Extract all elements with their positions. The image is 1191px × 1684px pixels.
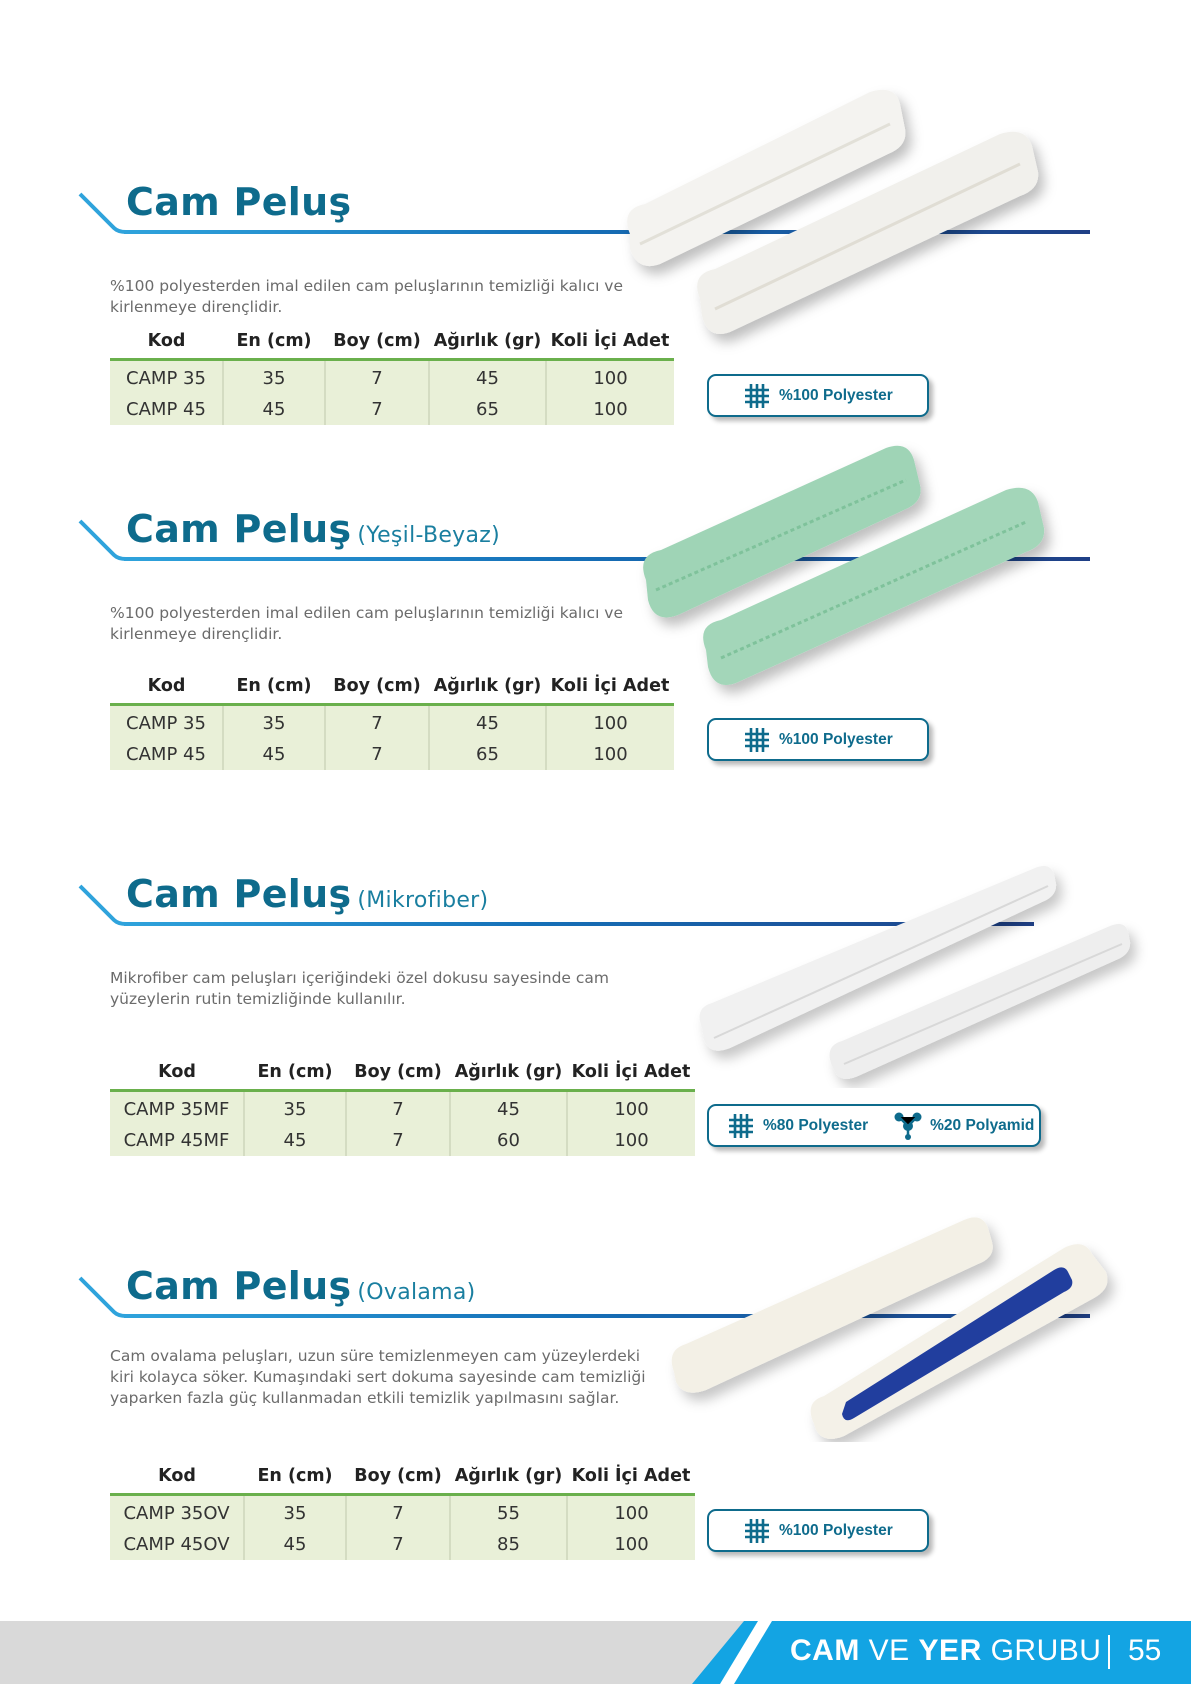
cell-agirlik: 45 bbox=[450, 1091, 567, 1126]
spec-table bbox=[110, 1461, 695, 1560]
section-description: %100 polyesterden imal edilen cam peluşlarının temizliği kalıcı ve kirlenmeye dirençlidir. bbox=[110, 604, 624, 643]
footer-category-label bbox=[790, 1634, 1101, 1668]
cell-agirlik: 45 bbox=[429, 705, 546, 740]
cell-boy: 7 bbox=[325, 739, 429, 770]
spec-table bbox=[110, 1057, 695, 1156]
cell-en: 45 bbox=[244, 1125, 346, 1156]
cell-en: 35 bbox=[244, 1495, 346, 1530]
table-row bbox=[110, 394, 674, 425]
footer-ve: VE bbox=[868, 1634, 910, 1667]
product-image-scrubber-pad bbox=[664, 1212, 1134, 1442]
cell-en: 35 bbox=[223, 360, 325, 395]
cell-kod: CAMP 35OV bbox=[110, 1495, 244, 1530]
cell-en: 45 bbox=[244, 1529, 346, 1560]
col-header-koli: Koli İçi Adet bbox=[546, 326, 674, 360]
cell-boy: 7 bbox=[346, 1091, 450, 1126]
page-footer bbox=[0, 1621, 1191, 1684]
cell-koli: 100 bbox=[546, 360, 674, 395]
cell-en: 35 bbox=[244, 1091, 346, 1126]
cell-koli: 100 bbox=[546, 705, 674, 740]
cell-kod: CAMP 35 bbox=[110, 360, 223, 395]
cell-koli: 100 bbox=[567, 1091, 695, 1126]
cell-kod: CAMP 45 bbox=[110, 394, 223, 425]
badge-item bbox=[743, 726, 893, 754]
title-text: Cam Peluş bbox=[126, 1264, 352, 1308]
col-header-boy: Boy (cm) bbox=[325, 671, 429, 705]
cell-boy: 7 bbox=[325, 360, 429, 395]
col-header-en: En (cm) bbox=[223, 326, 325, 360]
table-row bbox=[110, 1125, 695, 1156]
badge-item bbox=[727, 1112, 868, 1140]
title-subtitle: (Ovalama) bbox=[357, 1280, 476, 1305]
cell-kod: CAMP 45 bbox=[110, 739, 223, 770]
col-header-koli: Koli İçi Adet bbox=[567, 1461, 695, 1495]
product-image-microfiber-pad bbox=[690, 858, 1150, 1088]
section-title bbox=[126, 872, 488, 916]
page-number: 55 bbox=[1128, 1634, 1162, 1667]
cell-boy: 7 bbox=[346, 1529, 450, 1560]
cell-boy: 7 bbox=[325, 394, 429, 425]
col-header-en: En (cm) bbox=[244, 1461, 346, 1495]
title-text: Cam Peluş bbox=[126, 872, 352, 916]
title-subtitle: (Mikrofiber) bbox=[357, 888, 489, 913]
col-header-boy: Boy (cm) bbox=[346, 1057, 450, 1091]
fabric-grid-icon bbox=[743, 382, 771, 410]
cell-koli: 100 bbox=[567, 1125, 695, 1156]
cell-en: 35 bbox=[223, 705, 325, 740]
cell-boy: 7 bbox=[346, 1125, 450, 1156]
section-description: %100 polyesterden imal edilen cam peluşlarının temizliği kalıcı ve kirlenmeye dirençlidir. bbox=[110, 277, 624, 316]
title-subtitle: (Yeşil-Beyaz) bbox=[357, 523, 501, 548]
section-description: Mikrofiber cam peluşları içeriğindeki özel dokusu sayesinde cam yüzeylerin rutin temizliğinde kullanılır. bbox=[110, 969, 610, 1008]
cell-en: 45 bbox=[223, 739, 325, 770]
badge-label: %20 Polyamid bbox=[930, 1116, 1035, 1134]
material-badge bbox=[707, 1104, 1041, 1147]
cell-en: 45 bbox=[223, 394, 325, 425]
badge-label: %100 Polyester bbox=[779, 386, 893, 404]
cell-kod: CAMP 45OV bbox=[110, 1529, 244, 1560]
material-badge bbox=[707, 374, 929, 417]
footer-yer: YER bbox=[918, 1634, 982, 1667]
cell-agirlik: 65 bbox=[429, 739, 546, 770]
badge-item bbox=[743, 382, 893, 410]
cell-koli: 100 bbox=[567, 1529, 695, 1560]
section-title bbox=[126, 507, 500, 551]
table-row bbox=[110, 739, 674, 770]
spec-table bbox=[110, 671, 674, 770]
cell-boy: 7 bbox=[346, 1495, 450, 1530]
col-header-en: En (cm) bbox=[223, 671, 325, 705]
section-title bbox=[126, 1264, 476, 1308]
cell-agirlik: 85 bbox=[450, 1529, 567, 1560]
col-header-agirlik: Ağırlık (gr) bbox=[429, 671, 546, 705]
fabric-grid-icon bbox=[727, 1112, 755, 1140]
col-header-agirlik: Ağırlık (gr) bbox=[450, 1057, 567, 1091]
molecule-icon bbox=[894, 1112, 922, 1140]
product-image-white-pad bbox=[620, 84, 1120, 374]
col-header-agirlik: Ağırlık (gr) bbox=[429, 326, 546, 360]
table-row bbox=[110, 705, 674, 740]
col-header-kod: Kod bbox=[110, 326, 223, 360]
section-title bbox=[126, 180, 351, 224]
fabric-grid-icon bbox=[743, 726, 771, 754]
cell-agirlik: 65 bbox=[429, 394, 546, 425]
material-badge bbox=[707, 718, 929, 761]
title-text: Cam Peluş bbox=[126, 507, 352, 551]
table-row bbox=[110, 1529, 695, 1560]
cell-koli: 100 bbox=[546, 394, 674, 425]
cell-koli: 100 bbox=[546, 739, 674, 770]
col-header-koli: Koli İçi Adet bbox=[546, 671, 674, 705]
col-header-en: En (cm) bbox=[244, 1057, 346, 1091]
col-header-boy: Boy (cm) bbox=[346, 1461, 450, 1495]
cell-agirlik: 55 bbox=[450, 1495, 567, 1530]
col-header-koli: Koli İçi Adet bbox=[567, 1057, 695, 1091]
product-image-green-pad bbox=[636, 440, 1126, 720]
cell-koli: 100 bbox=[567, 1495, 695, 1530]
cell-kod: CAMP 45MF bbox=[110, 1125, 244, 1156]
table-row bbox=[110, 1495, 695, 1530]
material-badge bbox=[707, 1509, 929, 1552]
footer-grubu: GRUBU bbox=[990, 1634, 1102, 1667]
table-row bbox=[110, 360, 674, 395]
badge-label: %100 Polyester bbox=[779, 1521, 893, 1539]
cell-kod: CAMP 35 bbox=[110, 705, 223, 740]
badge-item bbox=[894, 1112, 1034, 1140]
col-header-kod: Kod bbox=[110, 1461, 244, 1495]
cell-boy: 7 bbox=[325, 705, 429, 740]
col-header-agirlik: Ağırlık (gr) bbox=[450, 1461, 567, 1495]
badge-item bbox=[743, 1517, 893, 1545]
table-row bbox=[110, 1091, 695, 1126]
cell-kod: CAMP 35MF bbox=[110, 1091, 244, 1126]
col-header-boy: Boy (cm) bbox=[325, 326, 429, 360]
footer-cam: CAM bbox=[790, 1634, 860, 1667]
footer-separator bbox=[1108, 1635, 1110, 1669]
cell-agirlik: 45 bbox=[429, 360, 546, 395]
title-text: Cam Peluş bbox=[126, 180, 352, 224]
spec-table bbox=[110, 326, 674, 425]
col-header-kod: Kod bbox=[110, 671, 223, 705]
cell-agirlik: 60 bbox=[450, 1125, 567, 1156]
section-description: Cam ovalama peluşları, uzun süre temizlenmeyen cam yüzeylerdeki kiri kolayca söker. Kumaşındaki sert dokuma sayesinde cam temizliği yaparken fazla güç kullanmadan etkili temizlik yapılmasını sağlar. bbox=[110, 1347, 646, 1407]
col-header-kod: Kod bbox=[110, 1057, 244, 1091]
fabric-grid-icon bbox=[743, 1517, 771, 1545]
badge-label: %100 Polyester bbox=[779, 730, 893, 748]
badge-label: %80 Polyester bbox=[763, 1116, 869, 1134]
